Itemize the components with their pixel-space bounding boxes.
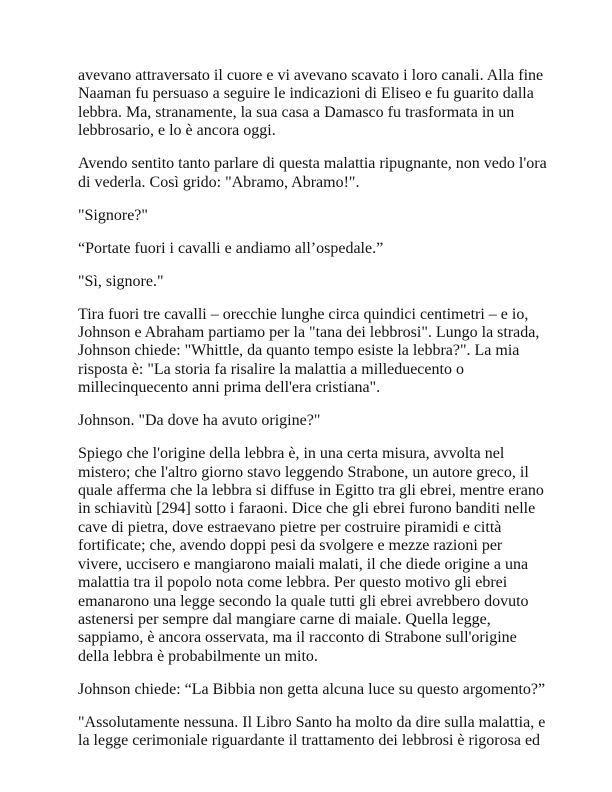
paragraph-eager-to-see: Avendo sentito tanto parlare di questa malattia ripugnante, non vedo l'ora di vederla. Così grido: "Abramo, Abramo!". xyxy=(78,155,547,191)
paragraph-si-signore: "Sì, signore." xyxy=(78,272,164,290)
paragraph-bring-horses: “Portate fuori i cavalli e andiamo all’ospedale.” xyxy=(78,239,384,257)
paragraph-johnson-bible-question: Johnson chiede: “La Bibbia non getta alcuna luce su questo argomento?” xyxy=(78,680,546,698)
paragraph-signore-question: "Signore?" xyxy=(78,206,148,224)
paragraph-strabo-account: Spiego che l'origine della lebbra è, in una certa misura, avvolta nel mistero; che l'altro giorno stavo leggendo Strabone, un autore greco, il quale afferma che la lebbra si diffuse in Egitto tra gli ebrei, mentre erano in schiavitù [294] sotto i faraoni. Dice che gli ebrei furono banditi nelle cave di pietra, dove estraevano pietre per costruire piramidi e città fortificate; che, avendo doppi pesi da svolgere e mezze razioni per vivere, uccisero e mangiarono maiali malati, il che diede origine a una malattia tra il popolo nota come lebbra. Per questo motivo gli ebrei emanarono una legge secondo la quale tutti gli ebrei avrebbero dovuto astenersi per sempre dal mangiare carne di maiale. Quella legge, sappiamo, è ancora osservata, ma il racconto di Strabone sull'origine della lebbra è probabilmente un mito. xyxy=(78,445,544,665)
paragraph-naaman-healing: avevano attraversato il cuore e vi avevano scavato i loro canali. Alla fine Naaman fu persuaso a seguire le indicazioni di Eliseo e fu guarito dalla lebbra. Ma, stranamente, la sua casa a Damasco fu trasformata in un lebbrosario, e lo è ancora oggi. xyxy=(78,67,544,140)
paragraph-absolutely-none: "Assolutamente nessuna. Il Libro Santo ha molto da dire sulla malattia, e la legge cerimoniale riguardante il trattamento dei lebbrosi è rigorosa ed xyxy=(78,713,546,750)
document-page xyxy=(78,67,548,765)
paragraph-johnson-origin-question: Johnson. "Da dove ha avuto origine?" xyxy=(78,412,321,430)
paragraph-three-horses: Tira fuori tre cavalli – orecchie lunghe circa quindici centimetri – e io, Johnson e Abraham partiamo per la "tana dei lebbrosi". Lungo la strada, Johnson chiede: "Whittle, da quanto tempo esiste la lebbra?". La mia risposta è: "La storia fa risalire la malattia a milleduecento o millecinquecento anni prima dell'era cristiana". xyxy=(78,305,540,397)
